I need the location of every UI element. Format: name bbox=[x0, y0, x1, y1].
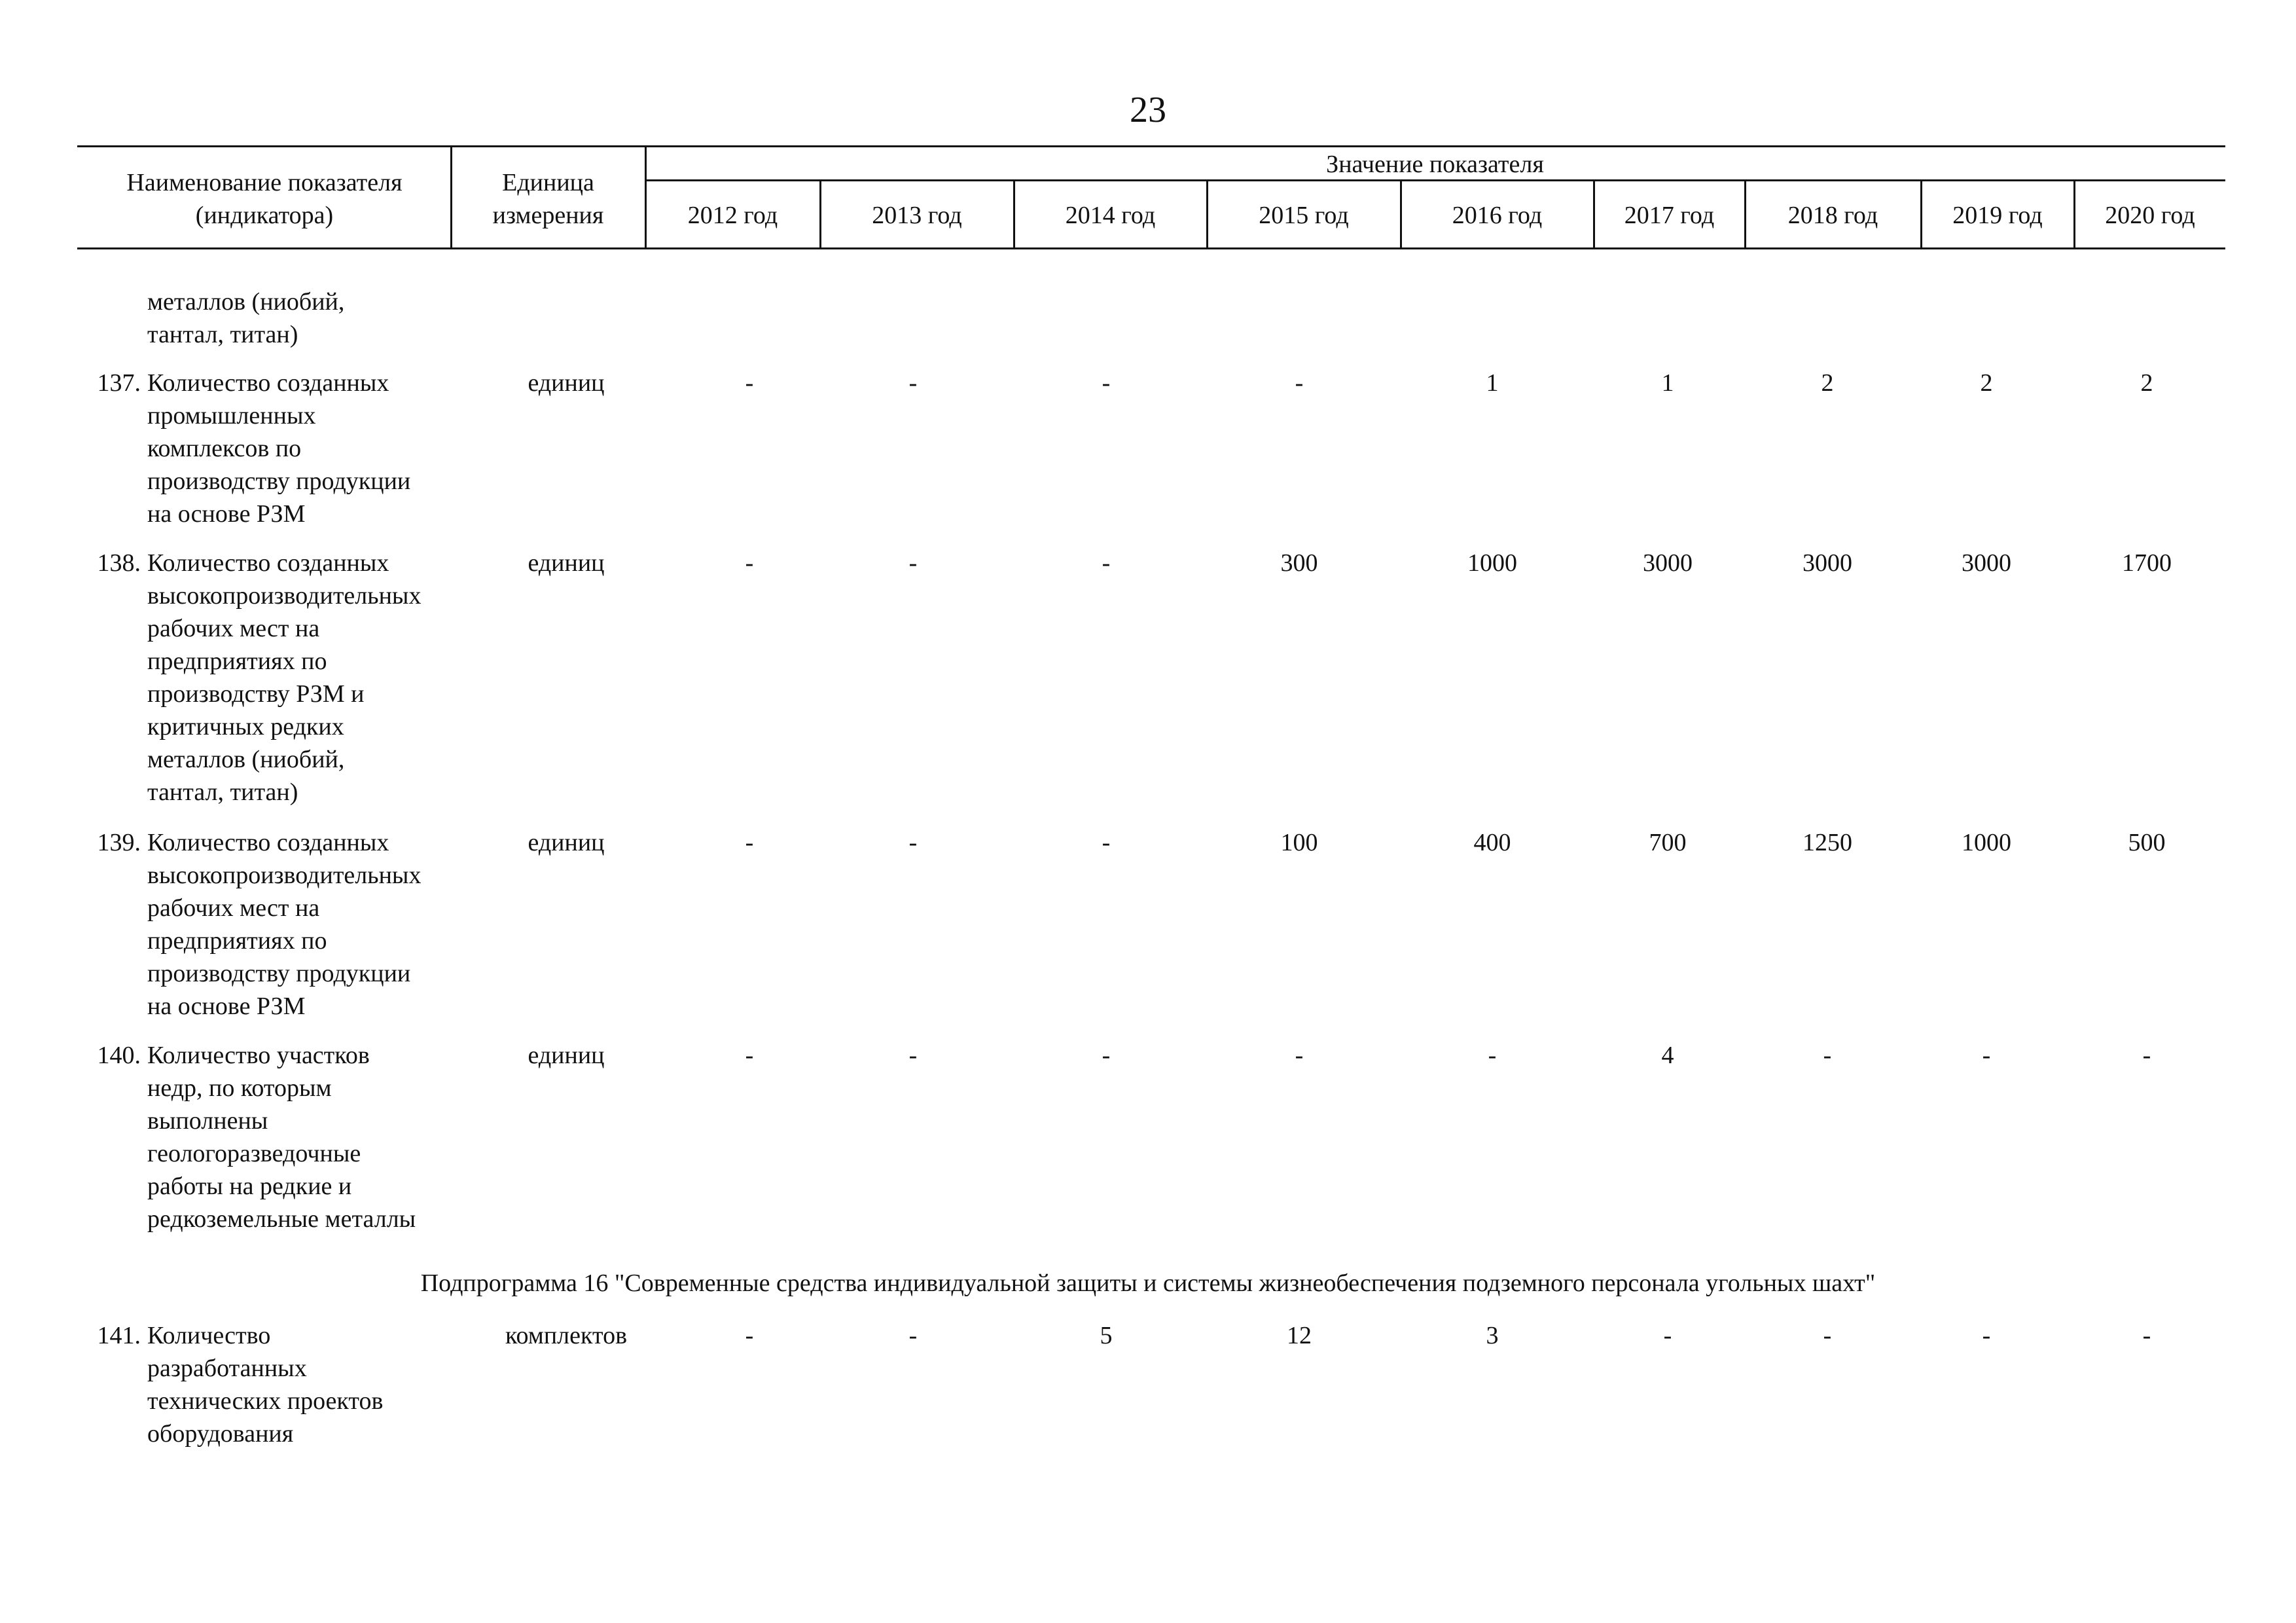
row-unit: единиц bbox=[528, 1042, 605, 1069]
header-value-group: Значение показателя bbox=[1326, 151, 1544, 178]
header-name-col bbox=[79, 166, 450, 232]
name-line: комплексов по bbox=[147, 435, 302, 462]
row-value-2014: - bbox=[1102, 829, 1111, 856]
name-line: на основе РЗМ bbox=[147, 993, 306, 1020]
row-number: 137. bbox=[97, 369, 141, 397]
header-year: 2014 год bbox=[1065, 202, 1156, 229]
name-line: критичных редких bbox=[147, 713, 344, 740]
name-line: Количество созданных bbox=[147, 829, 389, 856]
row-value-2018: 3000 bbox=[1803, 549, 1852, 577]
row-value-2015: 12 bbox=[1287, 1322, 1312, 1349]
name-line: тантал, титан) bbox=[147, 778, 298, 806]
name-line: рабочих мест на bbox=[147, 615, 320, 642]
row-number: 138. bbox=[97, 549, 141, 577]
header-unit-line1: Единица bbox=[502, 169, 594, 196]
header-year: 2016 год bbox=[1452, 202, 1543, 229]
name-line: металлов (ниобий, bbox=[147, 746, 345, 773]
name-line: предприятиях по bbox=[147, 647, 327, 675]
continuation-line: тантал, титан) bbox=[147, 321, 298, 348]
name-line: оборудования bbox=[147, 1420, 294, 1448]
header-unit-line2: измерения bbox=[492, 202, 604, 229]
row-value-2020: 2 bbox=[2140, 369, 2153, 397]
row-value-2012: - bbox=[745, 829, 754, 856]
row-value-2014: - bbox=[1102, 1042, 1111, 1069]
header-name-line2: (индикатора) bbox=[195, 202, 334, 229]
row-value-2017: 1 bbox=[1661, 369, 1674, 397]
row-value-2012: - bbox=[745, 369, 754, 397]
row-value-2017: 4 bbox=[1661, 1042, 1674, 1069]
continuation-line: металлов (ниобий, bbox=[147, 288, 345, 316]
row-value-2020: - bbox=[2142, 1322, 2151, 1349]
row-value-2016: 3 bbox=[1486, 1322, 1499, 1349]
row-value-2012: - bbox=[745, 549, 754, 577]
header-unit-col bbox=[452, 166, 645, 232]
row-value-2015: 100 bbox=[1280, 829, 1318, 856]
row-value-2017: - bbox=[1663, 1322, 1672, 1349]
row-indicator-name bbox=[147, 1319, 455, 1450]
row-value-2014: - bbox=[1102, 549, 1111, 577]
name-line: высокопроизводительных bbox=[147, 862, 422, 889]
row-value-2015: 300 bbox=[1280, 549, 1318, 577]
row-value-2020: 500 bbox=[2128, 829, 2166, 856]
header-year: 2015 год bbox=[1259, 202, 1349, 229]
row-indicator-name bbox=[147, 547, 455, 809]
row-indicator-name bbox=[147, 367, 448, 530]
row-value-2013: - bbox=[908, 829, 918, 856]
row-value-2019: 3000 bbox=[1962, 549, 2011, 577]
row-value-2014: - bbox=[1102, 369, 1111, 397]
header-name-line1: Наименование показателя bbox=[126, 169, 403, 196]
row-value-2019: - bbox=[1982, 1322, 1991, 1349]
name-line: выполнены bbox=[147, 1107, 268, 1135]
row-value-2012: - bbox=[745, 1322, 754, 1349]
row-value-2013: - bbox=[908, 369, 918, 397]
row-value-2017: 3000 bbox=[1643, 549, 1693, 577]
row-value-2014: 5 bbox=[1100, 1322, 1113, 1349]
row-value-2016: - bbox=[1488, 1042, 1497, 1069]
name-line: Количество созданных bbox=[147, 369, 389, 397]
header-year: 2018 год bbox=[1787, 202, 1878, 229]
row-number: 139. bbox=[97, 829, 141, 856]
row-value-2020: - bbox=[2142, 1042, 2151, 1069]
row-value-2012: - bbox=[745, 1042, 754, 1069]
row-value-2018: 2 bbox=[1821, 369, 1834, 397]
name-line: геологоразведочные bbox=[147, 1140, 361, 1167]
header-top-rule bbox=[77, 145, 2225, 147]
header-year: 2019 год bbox=[1952, 202, 2043, 229]
row-indicator-name bbox=[147, 1039, 455, 1235]
row-value-2013: - bbox=[908, 1322, 918, 1349]
name-line: Количество bbox=[147, 1322, 271, 1349]
name-line: разработанных bbox=[147, 1355, 307, 1382]
row-value-2019: 2 bbox=[1980, 369, 1993, 397]
row-value-2016: 400 bbox=[1473, 829, 1511, 856]
row-value-2019: 1000 bbox=[1962, 829, 2011, 856]
row-unit: комплектов bbox=[505, 1322, 628, 1349]
header-year: 2013 год bbox=[872, 202, 962, 229]
row-value-2020: 1700 bbox=[2122, 549, 2172, 577]
row-value-2018: 1250 bbox=[1803, 829, 1852, 856]
subprogram-heading: Подпрограмма 16 "Современные средства индивидуальной защиты и системы жизнеобеспечения подземного персонала угольных шахт" bbox=[420, 1269, 1876, 1297]
row-number: 141. bbox=[97, 1322, 141, 1349]
name-line: рабочих мест на bbox=[147, 894, 320, 922]
header-year: 2017 год bbox=[1624, 202, 1715, 229]
continuation-text bbox=[147, 285, 448, 351]
name-line: промышленных bbox=[147, 402, 316, 429]
name-line: предприятиях по bbox=[147, 927, 327, 955]
header-year: 2020 год bbox=[2105, 202, 2195, 229]
row-value-2019: - bbox=[1982, 1042, 1991, 1069]
name-line: высокопроизводительных bbox=[147, 582, 422, 610]
row-value-2015: - bbox=[1295, 1042, 1304, 1069]
row-unit: единиц bbox=[528, 829, 605, 856]
row-value-2016: 1000 bbox=[1467, 549, 1517, 577]
name-line: производству РЗМ и bbox=[147, 680, 365, 708]
row-unit: единиц bbox=[528, 369, 605, 397]
name-line: на основе РЗМ bbox=[147, 500, 306, 528]
row-value-2017: 700 bbox=[1649, 829, 1687, 856]
name-line: недр, по которым bbox=[147, 1074, 332, 1102]
row-value-2013: - bbox=[908, 1042, 918, 1069]
row-indicator-name bbox=[147, 826, 455, 1023]
name-line: работы на редкие и bbox=[147, 1173, 352, 1200]
header-year: 2012 год bbox=[687, 202, 778, 229]
name-line: производству продукции bbox=[147, 960, 411, 987]
name-line: Количество участков bbox=[147, 1042, 370, 1069]
name-line: технических проектов bbox=[147, 1387, 384, 1415]
header-bottom-rule bbox=[77, 247, 2225, 249]
row-value-2018: - bbox=[1823, 1042, 1832, 1069]
name-line: Количество созданных bbox=[147, 549, 389, 577]
row-value-2018: - bbox=[1823, 1322, 1832, 1349]
name-line: редкоземельные металлы bbox=[147, 1205, 416, 1233]
row-number: 140. bbox=[97, 1042, 141, 1069]
row-value-2013: - bbox=[908, 549, 918, 577]
row-unit: единиц bbox=[528, 549, 605, 577]
row-value-2016: 1 bbox=[1486, 369, 1499, 397]
page-number: 23 bbox=[1130, 90, 1166, 130]
name-line: производству продукции bbox=[147, 467, 411, 495]
row-value-2015: - bbox=[1295, 369, 1304, 397]
